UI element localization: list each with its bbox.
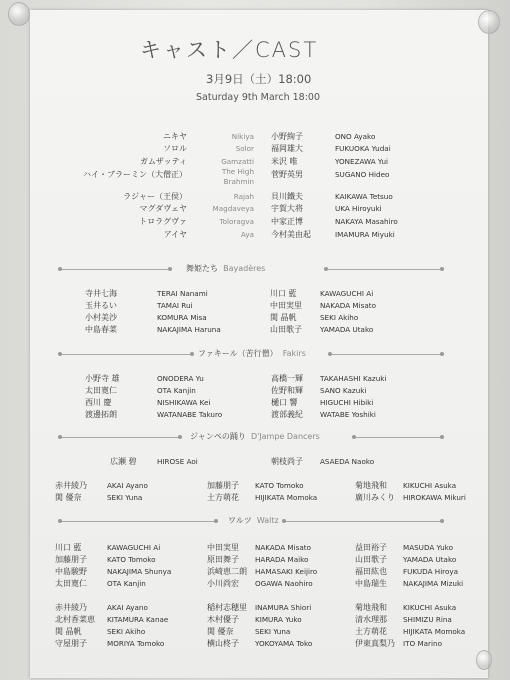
waltz-name-en: ITO Marino (403, 639, 442, 648)
waltz-name-jp: 木村優子 (207, 615, 239, 624)
dancer-name-en: FUKUOKA Yudai (335, 144, 391, 153)
role-name-jp: トロラグヴァ (139, 217, 187, 226)
waltz-name-jp: 稲村志穂里 (207, 603, 247, 612)
bayadere-name-jp: 川口 藍 (270, 289, 297, 298)
section-heading-bayaderes (186, 265, 265, 273)
waltz-name-en: INAMURA Shiori (255, 603, 312, 612)
heading-en: Waltz (256, 516, 279, 525)
divider (60, 269, 170, 270)
waltz-name-en: NAKADA Misato (255, 543, 311, 552)
waltz-name-jp: 清水理那 (355, 615, 387, 624)
djampe-name-jp: 赤井綾乃 (55, 481, 87, 490)
djampe-name-jp: 加藤朋子 (207, 481, 239, 490)
divider (326, 269, 442, 270)
djampe-name-en: KIKUCHI Asuka (403, 481, 457, 490)
pushpin-icon (8, 2, 30, 26)
djampe-name-en: HIJIKATA Momoka (255, 493, 318, 502)
cast-sheet (30, 10, 488, 678)
dancer-name-en: UKA Hiroyuki (335, 204, 382, 213)
djampe-name-jp: 菊地飛和 (355, 481, 387, 490)
bayadere-name-jp: 山田歌子 (270, 325, 302, 334)
fakir-name-jp: 高橋一輝 (271, 374, 303, 383)
dancer-name-en: ONO Ayako (335, 132, 376, 141)
dancer-name-en: KAIKAWA Tetsuo (335, 192, 393, 201)
waltz-name-jp: 加藤朋子 (55, 555, 87, 564)
bayadere-name-en: SEKI Akiho (320, 313, 359, 322)
dancer-name-en: SUGANO Hideo (335, 170, 390, 179)
dancer-name-jp: 貝川鐵夫 (271, 192, 303, 201)
role-name-jp: マグダヴェヤ (139, 204, 187, 213)
pushpin-icon (476, 650, 492, 670)
waltz-name-en: HAMASAKI Keijiro (255, 567, 318, 576)
djampe-name-jp: 廣川みくり (355, 493, 395, 502)
waltz-name-en: AKAI Ayano (107, 603, 148, 612)
role-name-jp: ガムザッティ (139, 157, 187, 166)
fakir-name-jp: 小野寺 雄 (85, 374, 120, 383)
role-name-en: Toloragva (219, 217, 254, 226)
divider (330, 354, 442, 355)
bayadere-name-jp: 小村美沙 (85, 313, 117, 322)
role-name-en: Nikiya (231, 132, 254, 141)
waltz-name-jp: 伊東真梨乃 (355, 639, 395, 648)
waltz-name-jp: 浜崎恵二朗 (207, 567, 247, 576)
waltz-name-en: FUKUDA Hiroya (403, 567, 459, 576)
waltz-name-en: YOKOYAMA Toko (255, 639, 313, 648)
waltz-name-jp: 赤井綾乃 (55, 603, 87, 612)
waltz-name-jp: 横山柊子 (207, 639, 239, 648)
fakir-name-en: OTA Kanjin (157, 386, 196, 395)
fakir-name-en: HIGUCHI Hibiki (320, 398, 374, 407)
heading-en: Fakirs (282, 349, 306, 358)
fakir-name-en: ONODERA Yu (157, 374, 204, 383)
bayadere-name-en: YAMADA Utako (320, 325, 374, 334)
role-name-jp: アイヤ (163, 230, 187, 239)
waltz-name-en: NAKAJIMA Shunya (107, 567, 172, 576)
section-heading-djampe (190, 433, 320, 441)
djampe-name-jp: 土方萌花 (207, 493, 239, 502)
role-name-jp: ハイ・ブラーミン（大僧正） (83, 170, 187, 179)
waltz-name-jp: 土方萌花 (355, 627, 387, 636)
fakir-name-en: SANO Kazuki (320, 386, 367, 395)
waltz-name-en: SHIMIZU Rina (403, 615, 452, 624)
waltz-name-en: KAWAGUCHI Ai (107, 543, 161, 552)
fakir-name-jp: 佐野和輝 (271, 386, 303, 395)
role-name-en: Solor (235, 144, 254, 153)
waltz-name-jp: 山田歌子 (355, 555, 387, 564)
dancer-name-jp: 今村美由起 (271, 230, 311, 239)
waltz-name-jp: 福田紘也 (355, 567, 387, 576)
bayadere-name-en: KOMURA Misa (157, 313, 207, 322)
djampe-name-jp: 関 優奈 (55, 493, 82, 502)
waltz-name-en: KITAMURA Kanae (107, 615, 169, 624)
role-name-jp: ニキヤ (163, 132, 187, 141)
waltz-name-en: OGAWA Naohiro (255, 579, 313, 588)
page-title: キャスト／CAST (140, 38, 319, 62)
heading-en: D'Jampe Dancers (250, 432, 320, 441)
waltz-name-jp: 中田実里 (207, 543, 239, 552)
waltz-name-en: YAMADA Utako (403, 555, 457, 564)
heading-jp: ワルツ (228, 516, 252, 525)
divider (284, 521, 442, 522)
waltz-name-jp: 太田寛仁 (55, 579, 87, 588)
divider (60, 521, 216, 522)
waltz-name-jp: 益田裕子 (355, 543, 387, 552)
role-name-en: The High Brahmin (221, 167, 254, 186)
bayadere-name-en: NAKADA Misato (320, 301, 376, 310)
section-heading-waltz (228, 517, 279, 525)
waltz-name-jp: 菊地飛和 (355, 603, 387, 612)
fakir-name-en: TAKAHASHI Kazuki (320, 374, 387, 383)
waltz-name-jp: 守屋朋子 (55, 639, 87, 648)
dancer-name-en: NAKAYA Masahiro (335, 217, 398, 226)
fakir-name-en: WATANABE Takuro (157, 410, 223, 419)
waltz-name-en: SEKI Yuna (255, 627, 291, 636)
djampe-lead-jp: 朝枝尚子 (271, 457, 303, 466)
waltz-name-jp: 中島駿野 (55, 567, 87, 576)
fakir-name-en: NISHIKAWA Kei (157, 398, 211, 407)
bayadere-name-jp: 中島春菜 (85, 325, 117, 334)
waltz-name-jp: 関 優奈 (207, 627, 234, 636)
djampe-lead-jp: 広瀬 碧 (110, 457, 137, 466)
dancer-name-jp: 福岡雄大 (271, 144, 303, 153)
djampe-lead-en: HIROSE Aoi (157, 457, 198, 466)
divider (354, 437, 442, 438)
bayadere-name-en: NAKAJIMA Haruna (157, 325, 221, 334)
waltz-name-jp: 小川尚宏 (207, 579, 239, 588)
waltz-name-en: MASUDA Yuko (403, 543, 453, 552)
waltz-name-jp: 原田舞子 (207, 555, 239, 564)
waltz-name-en: MORIYA Tomoko (107, 639, 165, 648)
role-name-en: Gamzatti (221, 157, 254, 166)
waltz-name-en: SEKI Akiho (107, 627, 146, 636)
divider (60, 354, 192, 355)
date-en: Saturday 9th March 18:00 (196, 92, 320, 103)
fakir-name-jp: 渡邊拓朗 (85, 410, 117, 419)
role-name-en: Rajah (233, 192, 254, 201)
bayadere-name-jp: 中田実里 (270, 301, 302, 310)
role-name-jp: ソロル (163, 144, 187, 153)
bayadere-name-jp: 玉井るい (85, 301, 117, 310)
dancer-name-jp: 菅野英男 (271, 170, 303, 179)
bayadere-name-en: TERAI Nanami (157, 289, 208, 298)
divider (60, 437, 180, 438)
dancer-name-en: IMAMURA Miyuki (335, 230, 395, 239)
waltz-name-jp: 関 晶帆 (55, 627, 82, 636)
fakir-name-en: WATABE Yoshiki (320, 410, 376, 419)
role-name-en: Magdaveya (212, 204, 254, 213)
bayadere-name-en: TAMAI Rui (157, 301, 193, 310)
role-name-en: Aya (240, 230, 254, 239)
fakir-name-jp: 樋口 響 (271, 398, 298, 407)
waltz-name-en: KATO Tomoko (107, 555, 156, 564)
section-heading-fakirs (198, 350, 306, 358)
waltz-name-en: HIJIKATA Momoka (403, 627, 466, 636)
waltz-name-en: KIKUCHI Asuka (403, 603, 457, 612)
bayadere-name-en: KAWAGUCHI Ai (320, 289, 374, 298)
dancer-name-jp: 米沢 唯 (271, 157, 298, 166)
waltz-name-en: OTA Kanjin (107, 579, 146, 588)
bayadere-name-jp: 寺井七海 (85, 289, 117, 298)
pushpin-icon (478, 10, 500, 34)
heading-jp: ジャンペの踊り (190, 432, 246, 441)
heading-jp: 舞姫たち (186, 264, 218, 273)
waltz-name-jp: 中島瑞生 (355, 579, 387, 588)
djampe-name-en: AKAI Ayano (107, 481, 148, 490)
waltz-name-en: HARADA Maiko (255, 555, 309, 564)
fakir-name-jp: 西川 慶 (85, 398, 112, 407)
djampe-name-en: SEKI Yuna (107, 493, 143, 502)
djampe-lead-en: ASAEDA Naoko (320, 457, 375, 466)
dancer-name-jp: 小野絢子 (271, 132, 303, 141)
bayadere-name-jp: 関 晶帆 (270, 313, 297, 322)
fakir-name-jp: 渡部義紀 (271, 410, 303, 419)
fakir-name-jp: 太田寛仁 (85, 386, 117, 395)
waltz-name-jp: 川口 藍 (55, 543, 82, 552)
djampe-name-en: KATO Tomoko (255, 481, 304, 490)
role-name-jp: ラジャー（王侯） (123, 192, 187, 201)
dancer-name-en: YONEZAWA Yui (335, 157, 389, 166)
dancer-name-jp: 宇賀大将 (271, 204, 303, 213)
waltz-name-jp: 北村香菜恵 (55, 615, 95, 624)
heading-en: Bayadères (223, 264, 266, 273)
date-jp: 3月9日（土）18:00 (206, 72, 312, 86)
waltz-name-en: KIMURA Yuko (255, 615, 302, 624)
heading-jp: ファキール（苦行僧） (198, 349, 278, 358)
dancer-name-jp: 中家正博 (271, 217, 303, 226)
waltz-name-en: NAKAJIMA Mizuki (403, 579, 464, 588)
djampe-name-en: HIROKAWA Mikuri (403, 493, 466, 502)
